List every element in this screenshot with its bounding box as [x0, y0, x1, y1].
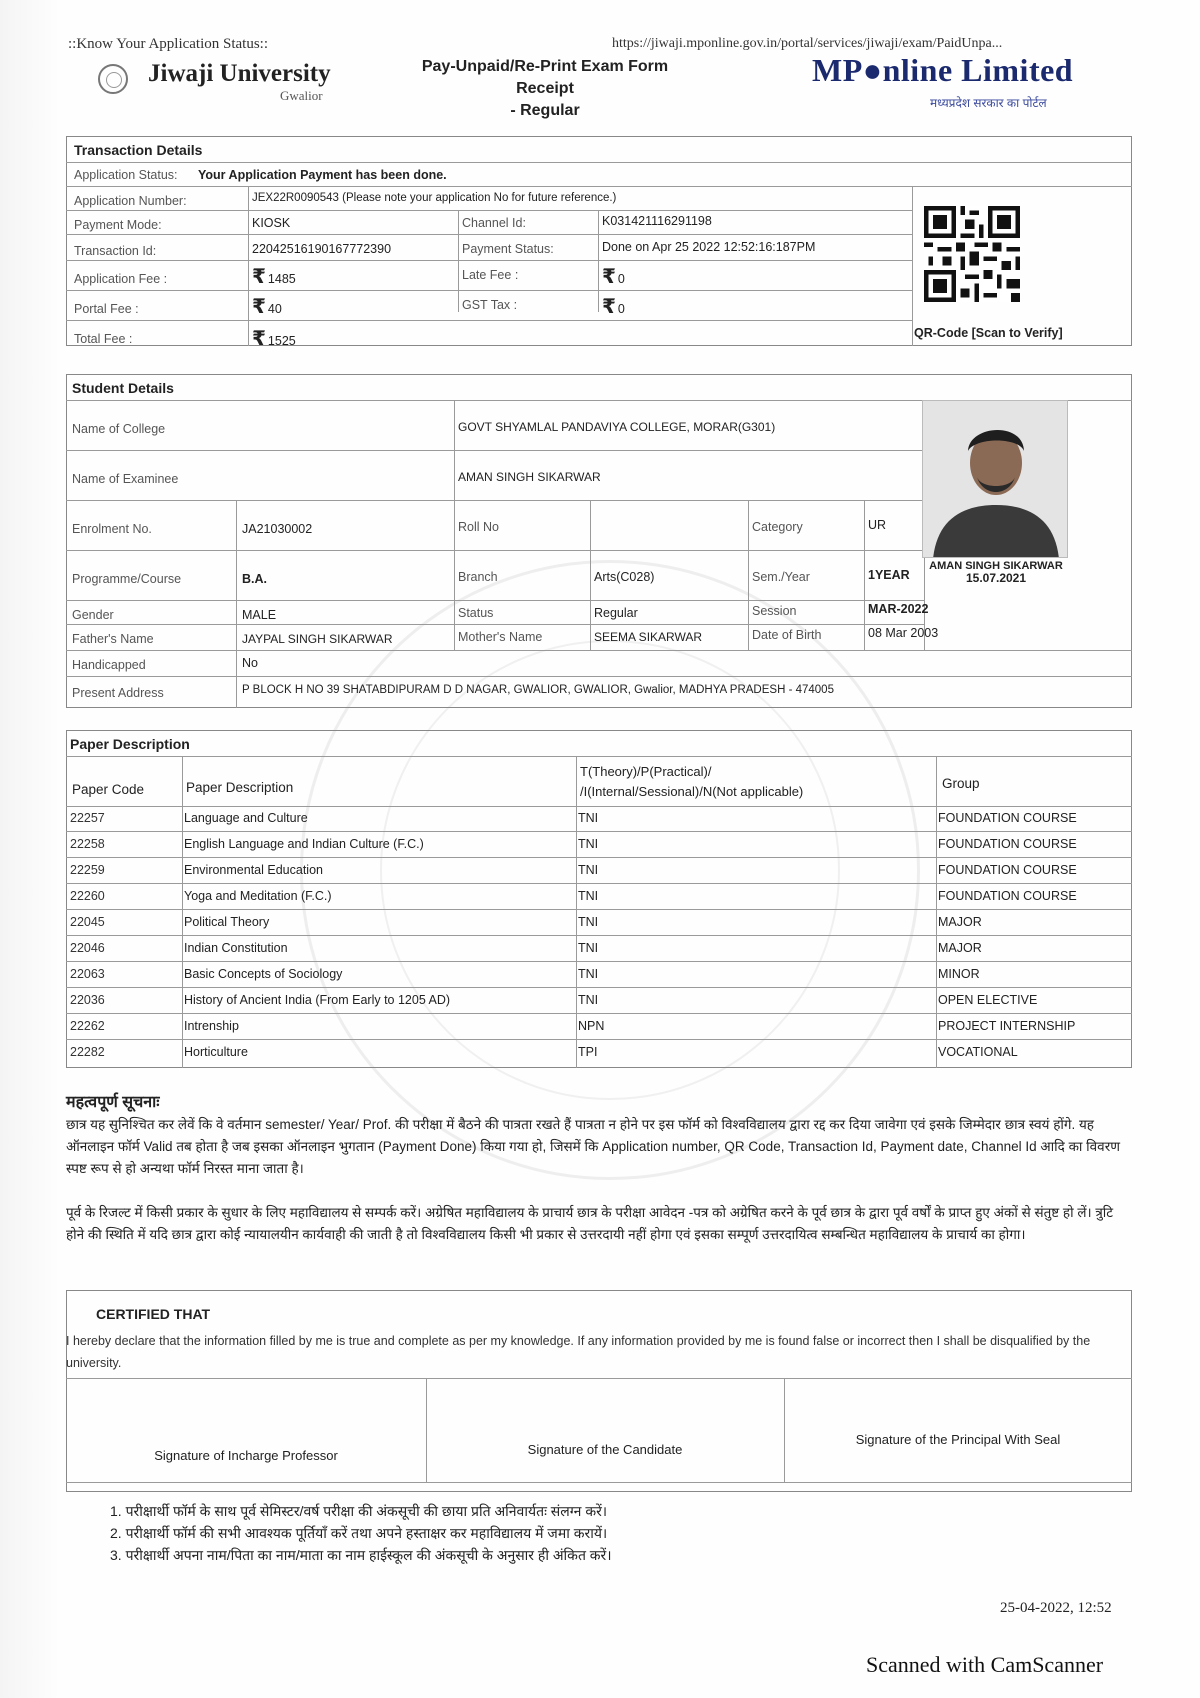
- handicapped-label: Handicapped: [72, 658, 146, 672]
- handicapped-value: No: [242, 656, 258, 670]
- paper-type-cell: TPI: [578, 1045, 598, 1059]
- paper-type-cell: NPN: [578, 1019, 605, 1033]
- application-status-label: Application Status:: [74, 168, 178, 182]
- paper-type-cell: TNI: [578, 941, 599, 955]
- sem-year-value: 1YEAR: [868, 568, 910, 582]
- father-name-label: Father's Name: [72, 632, 154, 646]
- photo-caption: [916, 560, 1076, 584]
- paper-row: [66, 910, 1126, 936]
- application-fee-value: ₹ 1485: [252, 266, 296, 288]
- col-paper-group: Group: [942, 776, 980, 791]
- scanner-watermark: Scanned with CamScanner: [866, 1652, 1104, 1677]
- page-url: https://jiwaji.mponline.gov.in/portal/services/jiwaji/exam/PaidUnpa...: [612, 36, 1003, 51]
- branch-label: Branch: [458, 570, 498, 584]
- know-status-link[interactable]: ::Know Your Application Status::: [68, 36, 269, 52]
- channel-id-value: K031421116291198: [602, 214, 712, 228]
- paper-type-cell: TNI: [578, 967, 599, 981]
- paper-row: [66, 832, 1126, 858]
- paper-desc-cell: Intrenship: [184, 1019, 239, 1033]
- paper-desc-cell: Political Theory: [184, 915, 270, 929]
- photo-caption-name: AMAN SINGH SIKARWAR: [929, 560, 1063, 572]
- paper-row: [66, 936, 1126, 962]
- instruction-item-3: 3. परीक्षार्थी अपना नाम/पिता का नाम/माता का नाम हाईस्कूल की अंकसूची के अनुसार ही अंकित करें।: [110, 1547, 612, 1563]
- paper-group-cell: OPEN ELECTIVE: [938, 993, 1038, 1007]
- portal-fee-label: Portal Fee :: [74, 302, 139, 316]
- paper-group-cell: MAJOR: [938, 941, 982, 955]
- paper-desc-cell: Yoga and Meditation (F.C.): [184, 889, 332, 903]
- paper-row: [66, 1014, 1126, 1040]
- signature-professor: Signature of Incharge Professor: [154, 1448, 338, 1463]
- paper-group-cell: FOUNDATION COURSE: [938, 811, 1077, 825]
- paper-type-cell: TNI: [578, 889, 599, 903]
- sem-year-label: Sem./Year: [752, 570, 810, 584]
- scan-edge-shadow: [0, 0, 60, 1698]
- application-fee-label: Application Fee :: [74, 272, 168, 286]
- paper-group-cell: MAJOR: [938, 915, 982, 929]
- session-label: Session: [752, 604, 797, 618]
- paper-section-title: Paper Description: [70, 736, 190, 752]
- transaction-id-value: 22042516190167772390: [252, 242, 392, 256]
- late-fee-label: Late Fee :: [462, 268, 519, 282]
- portal-fee-value: ₹ 40: [252, 296, 282, 318]
- paper-row: [66, 962, 1126, 988]
- gst-tax-value: ₹ 0: [602, 296, 625, 318]
- paper-desc-cell: Environmental Education: [184, 863, 323, 877]
- application-number-value: JEX22R0090543 (Please note your application No for future reference.): [252, 192, 617, 204]
- paper-code-cell: 22282: [70, 1045, 105, 1059]
- enrolment-value: JA21030002: [242, 522, 313, 536]
- father-name-value: JAYPAL SINGH SIKARWAR: [242, 632, 393, 646]
- paper-desc-cell: Language and Culture: [184, 811, 308, 825]
- paper-code-cell: 22036: [70, 993, 105, 1007]
- mponline-logo: MP●nline Limited: [812, 52, 1074, 88]
- print-datestamp: 25-04-2022, 12:52: [1000, 1600, 1112, 1616]
- instruction-item-2: 2. परीक्षार्थी फॉर्म की सभी आवश्यक पूर्तियाँ करें तथा अपने हस्ताक्षर कर महाविद्यालय में जमा करायें।: [110, 1525, 608, 1541]
- college-label: Name of College: [72, 422, 166, 436]
- gender-value: MALE: [242, 608, 277, 622]
- certified-title: CERTIFIED THAT: [96, 1306, 211, 1322]
- dob-value: 08 Mar 2003: [868, 626, 939, 640]
- application-status-value: Your Application Payment has been done.: [198, 168, 447, 182]
- dob-label: Date of Birth: [752, 628, 822, 642]
- paper-code-cell: 22045: [70, 915, 105, 929]
- late-fee-value: ₹ 0: [602, 266, 625, 288]
- category-value: UR: [868, 518, 887, 532]
- paper-type-cell: TNI: [578, 915, 599, 929]
- university-logo-icon: [98, 64, 128, 94]
- university-name: Jiwaji University: [148, 60, 331, 87]
- paper-desc-cell: Indian Constitution: [184, 941, 288, 955]
- category-label: Category: [752, 520, 803, 534]
- address-value: P BLOCK H NO 39 SHATABDIPURAM D D NAGAR, GWALIOR, GWALIOR, Gwalior, MADHYA PRADESH - 474005: [242, 684, 834, 696]
- paper-desc-cell: Horticulture: [184, 1045, 248, 1059]
- paper-group-cell: FOUNDATION COURSE: [938, 837, 1077, 851]
- mother-name-value: SEEMA SIKARWAR: [594, 630, 703, 644]
- paper-desc-cell: History of Ancient India (From Early to 1205 AD): [184, 993, 451, 1007]
- branch-value: Arts(C028): [594, 570, 655, 584]
- paper-type-cell: TNI: [578, 811, 599, 825]
- paper-code-cell: 22257: [70, 811, 105, 825]
- paper-type-cell: TNI: [578, 993, 599, 1007]
- paper-code-cell: 22258: [70, 837, 105, 851]
- form-title-line1: Pay-Unpaid/Re-Print Exam Form Receipt: [421, 58, 669, 97]
- paper-type-cell: TNI: [578, 863, 599, 877]
- payment-status-label: Payment Status:: [462, 242, 554, 256]
- qr-code-icon[interactable]: [924, 206, 1020, 302]
- paper-desc-cell: English Language and Indian Culture (F.C.): [184, 837, 424, 851]
- paper-code-cell: 22063: [70, 967, 105, 981]
- signature-candidate: Signature of the Candidate: [527, 1442, 683, 1457]
- total-fee-label: Total Fee :: [74, 332, 133, 346]
- col-paper-type: [580, 762, 803, 802]
- examinee-label: Name of Examinee: [72, 472, 179, 486]
- enrolment-label: Enrolment No.: [72, 522, 152, 536]
- examinee-value: AMAN SINGH SIKARWAR: [458, 470, 601, 484]
- paper-code-cell: 22262: [70, 1019, 105, 1033]
- gender-label: Gender: [72, 608, 114, 622]
- payment-mode-value: KIOSK: [252, 216, 291, 230]
- paper-type-cell: TNI: [578, 837, 599, 851]
- mother-name-label: Mother's Name: [458, 630, 543, 644]
- address-label: Present Address: [72, 686, 164, 700]
- paper-desc-cell: Basic Concepts of Sociology: [184, 967, 343, 981]
- status-value: Regular: [594, 606, 638, 620]
- paper-row: [66, 988, 1126, 1014]
- roll-no-label: Roll No: [458, 520, 499, 534]
- paper-row: [66, 858, 1126, 884]
- status-label: Status: [458, 606, 494, 620]
- student-photo: [922, 400, 1068, 558]
- mponline-tagline-hindi: मध्यप्रदेश सरकार का पोर्टल: [930, 96, 1047, 110]
- paper-row: [66, 884, 1126, 910]
- payment-status-value: Done on Apr 25 2022 12:52:16:187PM: [602, 240, 816, 254]
- session-value: MAR-2022: [868, 602, 929, 616]
- gst-tax-label: GST Tax :: [462, 298, 518, 312]
- notice-paragraph-2: पूर्व के रिजल्ट में किसी प्रकार के सुधार के लिए महाविद्यालय से सम्पर्क करें। अग्रेषित महाविद्यालय के प्राचार्य छात्र के परीक्षा आवेदन -पत्र को अग्रेषित करने के पूर्व छात्र के द्वारा पूर्व वर्षों के प्राप्त हुए अंकों से संतुष्ट हो लें। त्रुटि होने की स्थिति में यदि छात्र द्वारा कोई न्यायालयीन कार्यवाही की जाती है तो विश्वविद्यालय किसी भी प्रकार से उत्तरदायी नहीं होगा एवं इसका सम्पूर्ण उत्तरदायित्व सम्बन्धित महाविद्यालय के प्राचार्य का होगा।: [66, 1205, 1114, 1242]
- certified-text: I hereby declare that the information filled by me is true and complete as per my knowledge. If any information provided by me is found false or incorrect then I shall be disqualified by the university.: [66, 1334, 1091, 1370]
- instruction-item-1: 1. परीक्षार्थी फॉर्म के साथ पूर्व सेमिस्टर/वर्ष परीक्षा की अंकसूची की छाया प्रति अनिवार्यतः संलग्न करें।: [110, 1503, 608, 1519]
- university-city: Gwalior: [280, 88, 323, 103]
- form-title-line2: - Regular: [510, 102, 580, 119]
- programme-label: Programme/Course: [72, 572, 182, 586]
- paper-group-cell: MINOR: [938, 967, 980, 981]
- student-title: Student Details: [72, 380, 174, 396]
- transaction-title: Transaction Details: [74, 142, 203, 158]
- col-paper-type-line2: /I(Internal/Sessional)/N(Not applicable): [580, 784, 804, 799]
- student-photo-image: [923, 401, 1068, 558]
- photo-caption-date: 15.07.2021: [965, 571, 1027, 585]
- instruction-list: [110, 1500, 612, 1566]
- paper-group-cell: FOUNDATION COURSE: [938, 863, 1077, 877]
- form-title: [400, 56, 690, 122]
- col-paper-type-line1: T(Theory)/P(Practical)/: [580, 764, 712, 779]
- signature-principal: Signature of the Principal With Seal: [855, 1432, 1061, 1447]
- qr-caption: QR-Code [Scan to Verify]: [914, 326, 1063, 340]
- total-fee-value: ₹ 1525: [252, 328, 296, 350]
- paper-code-cell: 22046: [70, 941, 105, 955]
- paper-group-cell: FOUNDATION COURSE: [938, 889, 1077, 903]
- paper-row: [66, 806, 1126, 832]
- col-paper-desc: Paper Description: [186, 780, 294, 795]
- paper-code-cell: 22260: [70, 889, 105, 903]
- paper-row: [66, 1040, 1126, 1066]
- college-value: GOVT SHYAMLAL PANDAVIYA COLLEGE, MORAR(G301): [458, 420, 776, 434]
- paper-group-cell: PROJECT INTERNSHIP: [938, 1019, 1076, 1033]
- notice-paragraph-1: छात्र यह सुनिश्चित कर लेवें कि वे वर्तमान semester/ Year/ Prof. की परीक्षा में बैठने की पात्रता रखते हैं पात्रता न होने पर इस फॉर्म को विश्वविद्यालय द्वारा रद्द कर दिया जावेगा एवं इसके जिम्मेदार छात्र स्वयं होंगे. यह ऑनलाइन फॉर्म Valid तब होता है जब इसका ऑनलाइन भुगतान (Payment Done) किया गया हो, जिसमें कि Application number, QR Code, Transaction Id, Payment date, Channel Id आदि का विवरण स्पष्ट रूप से हो अन्यथा फॉर्म निरस्त माना जाता है।: [66, 1117, 1120, 1176]
- paper-code-cell: 22259: [70, 863, 105, 877]
- col-paper-code: Paper Code: [72, 782, 145, 797]
- application-number-label: Application Number:: [74, 194, 187, 208]
- payment-mode-label: Payment Mode:: [74, 218, 162, 232]
- channel-id-label: Channel Id:: [462, 216, 526, 230]
- transaction-id-label: Transaction Id:: [74, 244, 157, 258]
- programme-value: B.A.: [242, 572, 267, 586]
- paper-group-cell: VOCATIONAL: [938, 1045, 1018, 1059]
- notice-heading: महत्वपूर्ण सूचनाः: [66, 1094, 160, 1111]
